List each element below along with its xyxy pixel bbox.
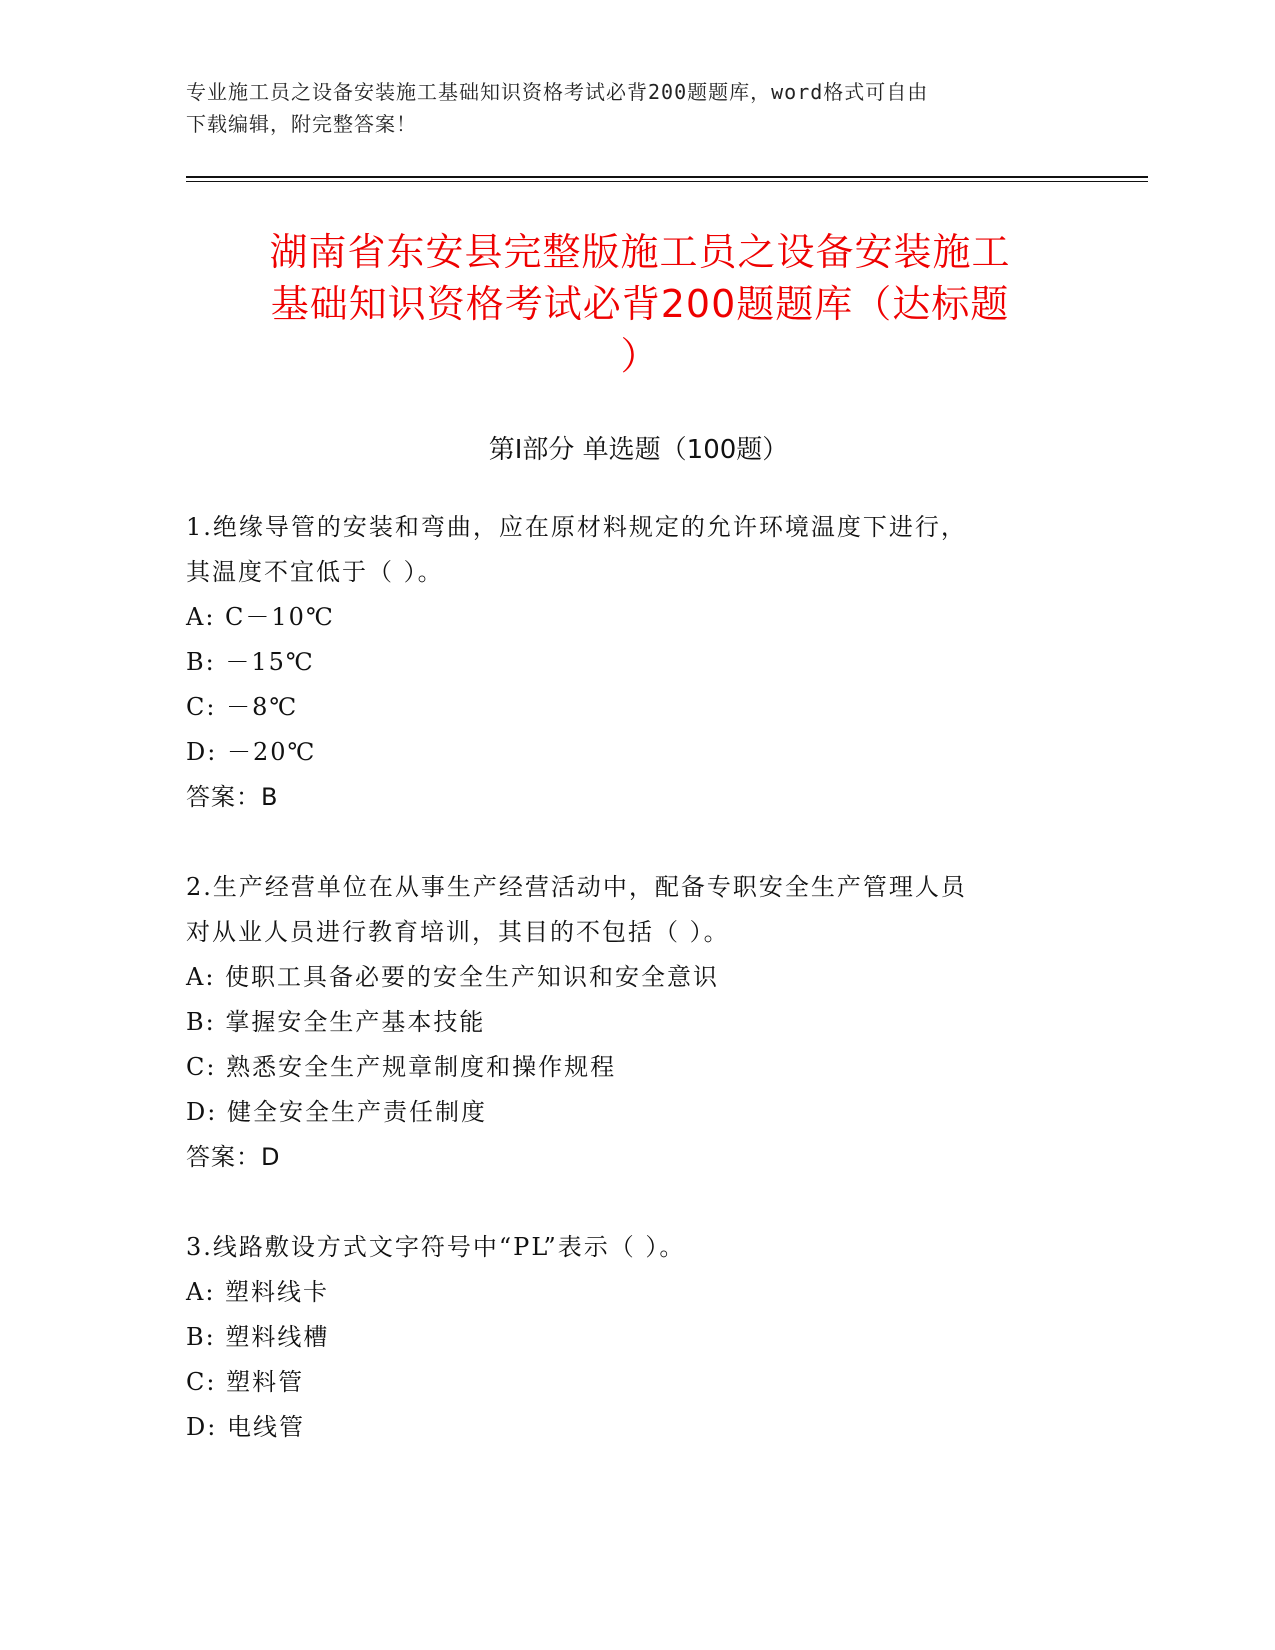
question-3-option-a: A: 塑料线卡	[186, 1278, 330, 1306]
document-title-line-3: ）	[620, 334, 660, 378]
document-title-line-1: 湖南省东安县完整版施工员之设备安装施工	[269, 230, 1011, 274]
question-2-stem-line-2: 对从业人员进行教育培训，其目的不包括（ ）。	[186, 918, 730, 946]
question-2-stem-line-1: 2.生产经营单位在从事生产经营活动中，配备专职安全生产管理人员	[186, 873, 967, 901]
section-heading: 第Ⅰ部分 单选题（100题）	[488, 435, 789, 465]
question-1-stem-line-2: 其温度不宜低于（ ）。	[186, 558, 444, 586]
header-note-line-1: 专业施工员之设备安装施工基础知识资格考试必背200题题库，word格式可自由	[186, 80, 929, 104]
question-3-option-c: C: 塑料管	[186, 1368, 305, 1396]
question-3	[186, 1225, 1066, 1450]
header-note-line-2: 下载编辑，附完整答案！	[186, 112, 417, 136]
question-1-option-c: C: －8℃	[186, 693, 299, 721]
question-2-option-d: D: 健全安全生产责任制度	[186, 1098, 487, 1126]
question-1-option-d: D: －20℃	[186, 738, 317, 766]
question-3-option-b: B: 塑料线槽	[186, 1323, 330, 1351]
question-2-option-a: A: 使职工具备必要的安全生产知识和安全意识	[186, 963, 720, 991]
question-1-option-a: A: C－10℃	[186, 603, 335, 631]
question-2-option-b: B: 掌握安全生产基本技能	[186, 1008, 486, 1036]
question-2-option-c: C: 熟悉安全生产规章制度和操作规程	[186, 1053, 617, 1081]
header-divider-thick	[186, 176, 1148, 178]
question-2-answer: 答案：D	[186, 1143, 281, 1171]
question-2	[186, 865, 1066, 1180]
question-1-stem-line-1: 1.绝缘导管的安装和弯曲，应在原材料规定的允许环境温度下进行，	[186, 513, 967, 541]
document-title-line-2: 基础知识资格考试必背200题题库（达标题	[270, 282, 1010, 326]
document-title	[190, 226, 1090, 382]
question-3-stem-line-1: 3.线路敷设方式文字符号中“PL”表示（ ）。	[186, 1233, 686, 1261]
header-divider-thin	[186, 181, 1148, 182]
question-1-option-b: B: －15℃	[186, 648, 315, 676]
question-1-answer: 答案：B	[186, 783, 279, 811]
header-note	[186, 76, 1086, 140]
question-1	[186, 505, 1066, 820]
question-3-option-d: D: 电线管	[186, 1413, 305, 1441]
